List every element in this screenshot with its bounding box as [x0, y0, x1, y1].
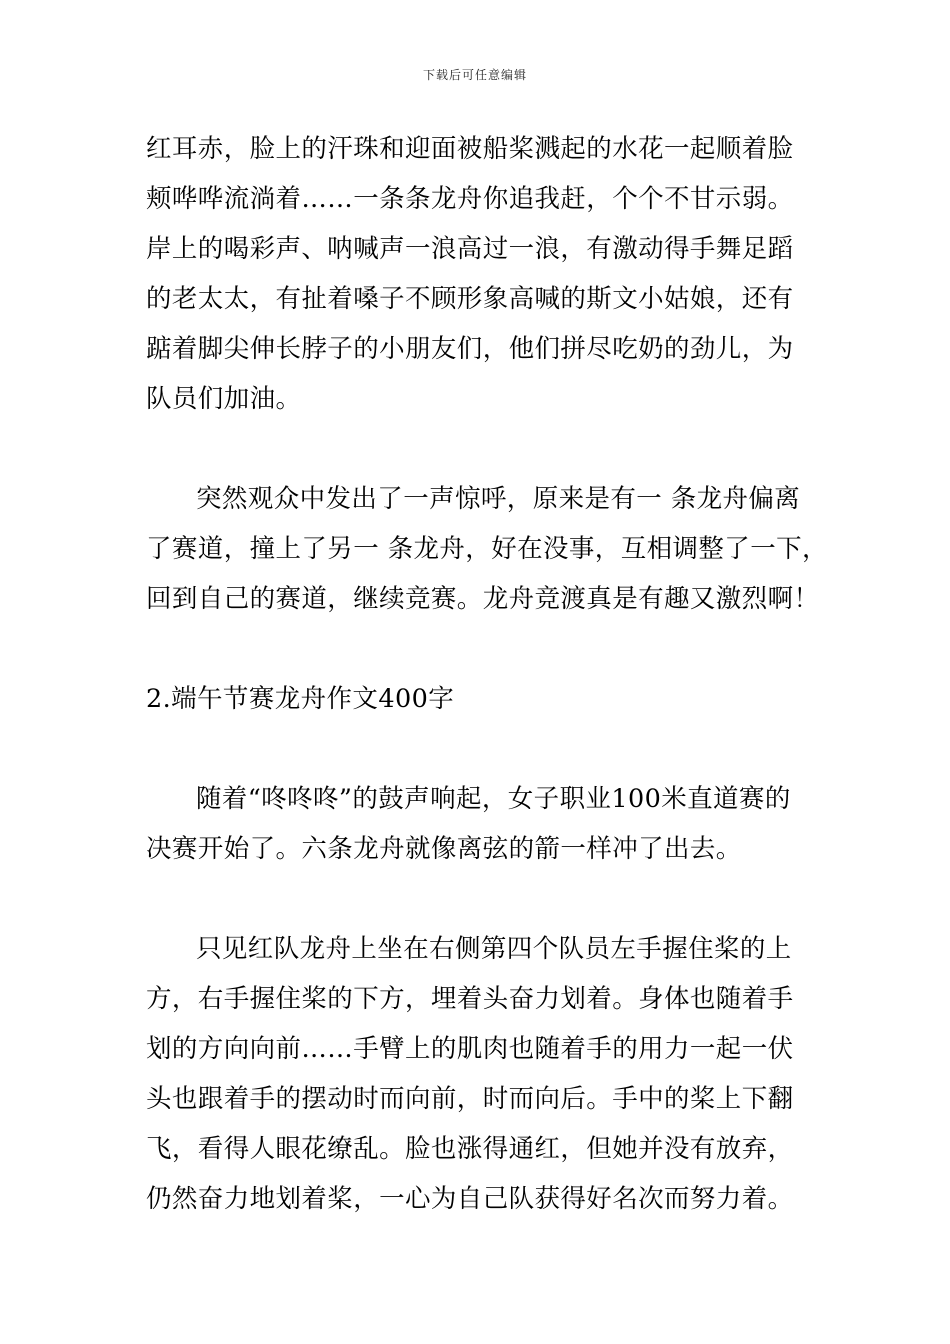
paragraph-line: 方，右手握住桨的下方，埋着头奋力划着。身体也随着手 — [146, 984, 794, 1014]
paragraph-line: 了赛道，撞上了另一 条龙舟，好在没事，互相调整了一下， — [146, 534, 828, 564]
paragraph-line: 的老太太，有扯着嗓子不顾形象高喊的斯文小姑娘，还有 — [146, 284, 794, 314]
paragraph — [146, 474, 826, 624]
paragraph-gap — [146, 724, 826, 774]
paragraph-line: 随着“咚咚咚”的鼓声响起，女子职业100米直道赛的 — [196, 784, 791, 814]
heading-line: 2.端午节赛龙舟作文400字 — [146, 684, 455, 714]
section-heading — [146, 674, 826, 724]
paragraph-line: 岸上的喝彩声、呐喊声一浪高过一浪，有激动得手舞足蹈 — [146, 234, 794, 264]
paragraph-line: 决赛开始了。六条龙舟就像离弦的箭一样冲了出去。 — [146, 834, 742, 864]
paragraph-line: 回到自己的赛道，继续竞赛。龙舟竞渡真是有趣又激烈啊！ — [146, 584, 820, 614]
paragraph-line: 头也跟着手的摆动时而向前，时而向后。手中的桨上下翻 — [146, 1084, 794, 1114]
paragraph — [146, 124, 826, 424]
paragraph-gap — [146, 424, 826, 474]
document-body — [146, 124, 826, 1224]
paragraph-line: 队员们加油。 — [146, 384, 302, 414]
paragraph-line: 飞，看得人眼花缭乱。脸也涨得通红，但她并没有放弃， — [146, 1134, 794, 1164]
paragraph-line: 颊哗哗流淌着……一条条龙舟你追我赶，个个不甘示弱。 — [146, 184, 794, 214]
paragraph-line: 红耳赤，脸上的汗珠和迎面被船桨溅起的水花一起顺着脸 — [146, 134, 794, 164]
paragraph-line: 只见红队龙舟上坐在右侧第四个队员左手握住桨的上 — [196, 934, 792, 964]
paragraph — [146, 924, 826, 1224]
paragraph — [146, 774, 826, 874]
paragraph-gap — [146, 874, 826, 924]
paragraph-line: 突然观众中发出了一声惊呼，原来是有一 条龙舟偏离 — [196, 484, 801, 514]
page-header: 下载后可任意编辑 — [422, 68, 527, 82]
paragraph-line: 踮着脚尖伸长脖子的小朋友们，他们拼尽吃奶的劲儿，为 — [146, 334, 794, 364]
paragraph-gap — [146, 624, 826, 674]
paragraph-line: 仍然奋力地划着桨，一心为自己队获得好名次而努力着。 — [146, 1184, 794, 1214]
paragraph-line: 划的方向向前……手臂上的肌肉也随着手的用力一起一伏 — [146, 1034, 794, 1064]
